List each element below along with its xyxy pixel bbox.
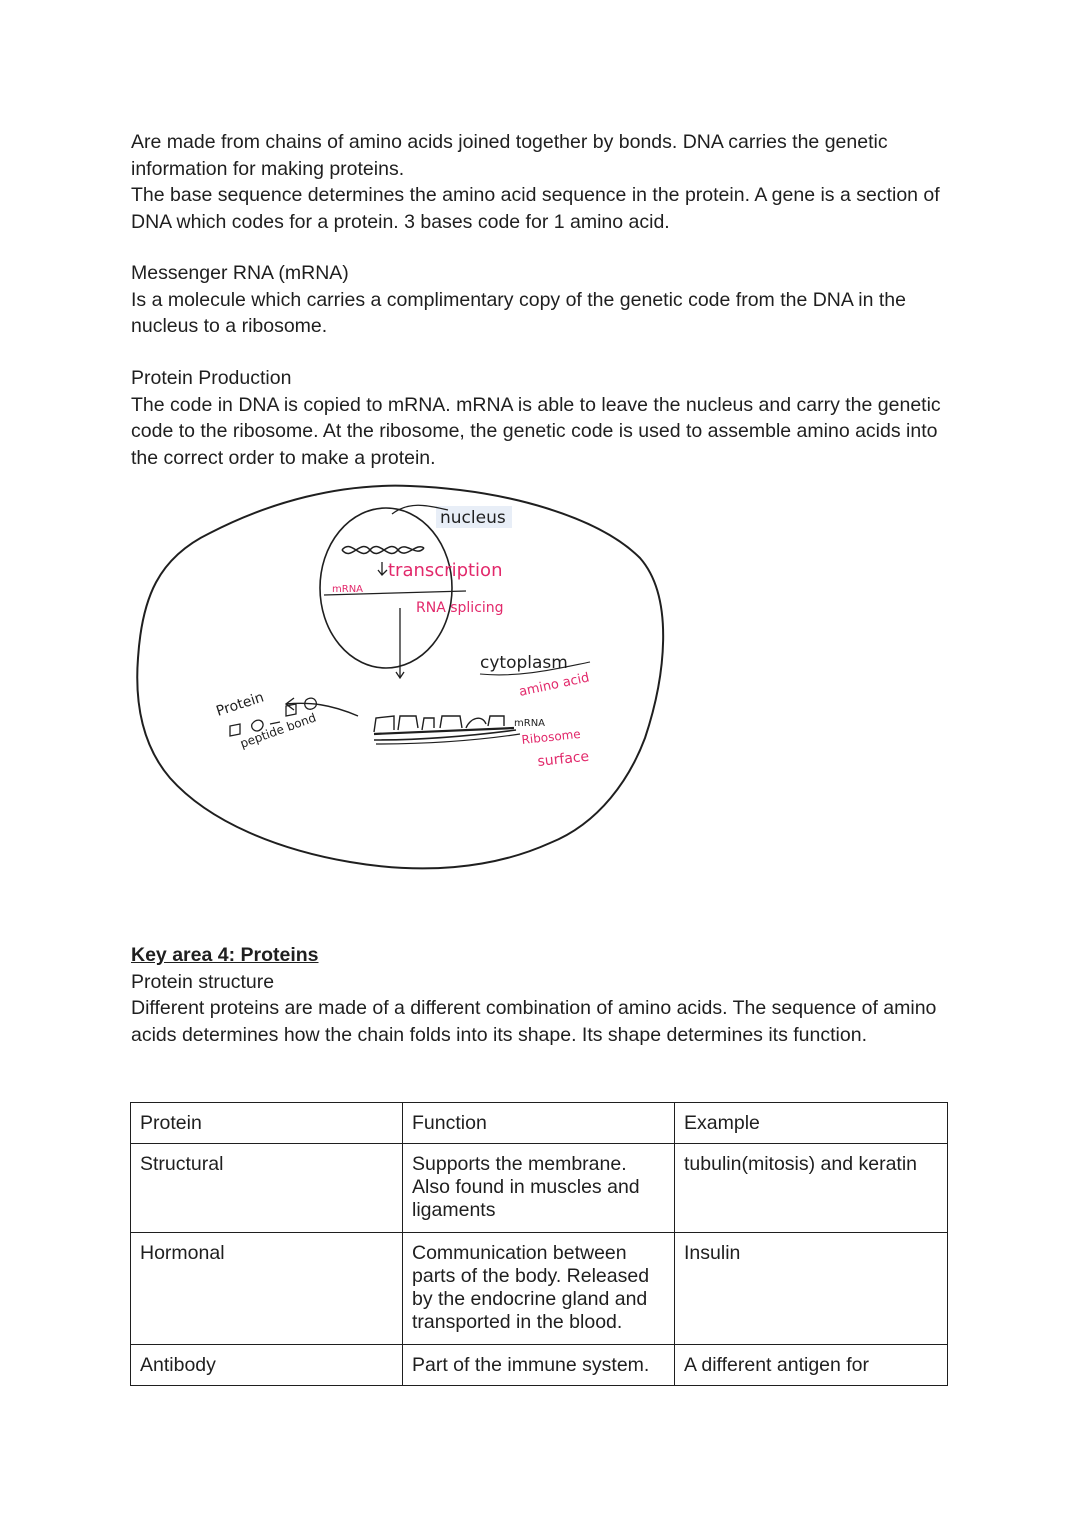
table-cell: Part of the immune system. (403, 1345, 675, 1386)
protein-label: Protein (214, 689, 266, 720)
production-body: The code in DNA is copied to mRNA. mRNA is able to leave the nucleus and carry the genetic code to the ribosome. At the ribosome, the genetic code is used to assemble amino acids into the correct order to make a protein. (131, 393, 941, 469)
production-heading: Protein Production (131, 367, 292, 389)
table-row (131, 1345, 948, 1386)
ribosome-label: Ribosome (520, 726, 582, 747)
table-header-row (131, 1103, 948, 1144)
protein-structure-heading: Protein structure (131, 970, 275, 993)
table-cell: Antibody (131, 1345, 403, 1386)
header-protein: Protein (131, 1103, 403, 1144)
intro-line-1: Are made from chains of amino acids joined together by bonds. DNA carries the genetic information for making proteins. (131, 131, 888, 180)
transcription-label: transcription (388, 560, 503, 581)
rna-splicing-label: RNA splicing (416, 600, 504, 616)
table-row (131, 1233, 948, 1345)
table-row (131, 1144, 948, 1233)
header-example: Example (675, 1103, 948, 1144)
key-area-section (131, 942, 961, 1048)
header-function: Function (403, 1103, 675, 1144)
transcription-arrow-icon (378, 562, 387, 575)
peptide-bond-label: peptide bond (238, 710, 318, 751)
protein-table (130, 1102, 948, 1386)
intro-line-2: The base sequence determines the amino acid sequence in the protein. A gene is a section of DNA which codes for a protein. 3 bases code for 1 amino acid. (131, 184, 940, 233)
surface-label: surface (536, 748, 590, 770)
table-cell: Structural (131, 1144, 403, 1233)
table-cell: Supports the membrane. Also found in muscles and ligaments (403, 1144, 675, 1233)
mrna-strand-label: mRNA (514, 718, 546, 729)
table-cell: tubulin(mitosis) and keratin (675, 1144, 948, 1233)
table-cell: Hormonal (131, 1233, 403, 1345)
nucleus-mrna-label: mRNA (332, 584, 364, 595)
nucleus-label: nucleus (440, 508, 506, 528)
mrna-body: Is a molecule which carries a complimentary copy of the genetic code from the DNA in the nucleus to a ribosome. (131, 288, 906, 337)
key-area-title: Key area 4: Proteins (131, 944, 319, 966)
table-cell: Communication between parts of the body. Released by the endocrine gland and transported in the blood. (403, 1233, 675, 1345)
intro-section (131, 129, 961, 235)
table-cell: A different antigen for (675, 1345, 948, 1386)
production-section (131, 365, 961, 471)
cytoplasm-label: cytoplasm (480, 653, 568, 673)
mrna-heading: Messenger RNA (mRNA) (131, 262, 349, 284)
table-cell: Insulin (675, 1233, 948, 1345)
dna-icon (342, 547, 424, 554)
protein-structure-body: Different proteins are made of a different combination of amino acids. The sequence of amino acids determines how the chain folds into its shape. Its shape determines its function. (131, 997, 937, 1046)
amino-acid-label: amino acid (517, 670, 591, 700)
mrna-section (131, 260, 961, 340)
cell-diagram (130, 478, 670, 898)
peptide-pointer-arrow-icon (286, 698, 358, 716)
